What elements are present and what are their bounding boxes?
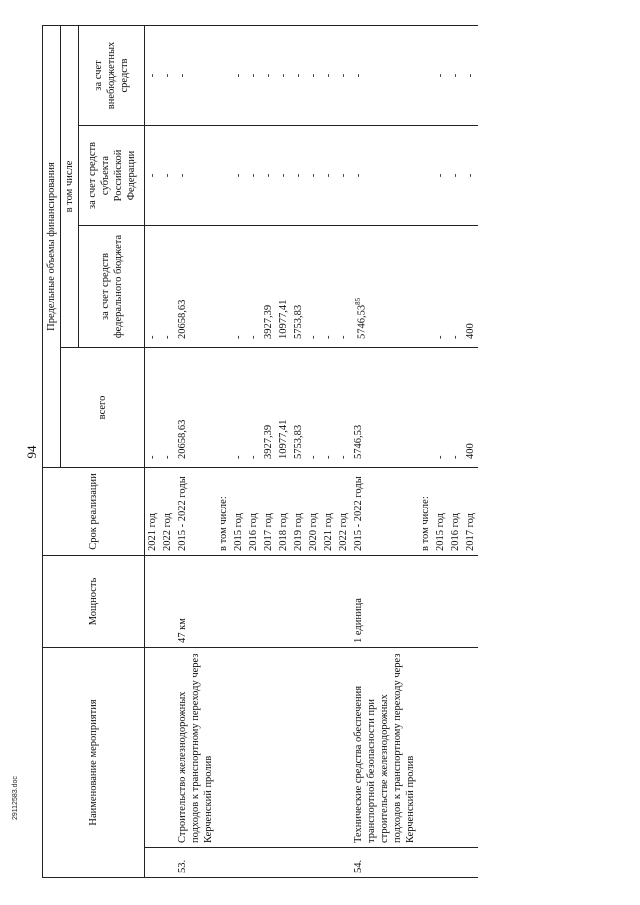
row-subject [175,125,216,225]
table-row [231,25,246,877]
row-total [160,347,175,467]
row-capacity [418,555,433,647]
row-total-text: - [450,455,461,459]
row-term [433,467,448,555]
row-total-text: 5753,83 [293,424,304,459]
row-extra-text: - [147,73,158,78]
table-row [145,25,161,877]
table-row [291,25,306,877]
row-term-text: 2018 год [278,513,289,551]
row-extra [160,25,175,125]
row-name [433,647,448,847]
table-row [463,25,478,877]
row-federal-text: - [435,335,446,339]
row-subject-text: - [293,173,304,178]
row-total-text: 20658,63 [177,419,188,459]
header-capacity: Мощность [43,555,145,647]
row-name [448,647,463,847]
row-extra [463,25,478,125]
row-subject-text: - [450,173,461,178]
row-total [351,347,418,467]
row-federal [321,225,336,347]
row-subject [261,125,276,225]
row-name [463,647,478,847]
row-total [433,347,448,467]
row-total-text: - [435,455,446,459]
row-subject-text: - [278,173,289,178]
row-name [145,647,161,847]
row-federal [246,225,261,347]
row-name [216,647,231,847]
row-total-text: - [308,455,319,459]
row-term [321,467,336,555]
row-term-text: 2021 год [147,513,158,551]
row-federal [351,225,418,347]
table-row [418,25,433,877]
row-term [351,467,418,555]
header-federal: за счет средств федерального бюджета [79,225,145,347]
row-total [321,347,336,467]
row-extra-text: - [465,73,476,78]
row-federal [306,225,321,347]
row-term [336,467,351,555]
row-subject [231,125,246,225]
row-number [145,848,161,878]
row-federal-text: 5746,53 [356,304,368,339]
row-federal-text: - [147,335,158,339]
row-term-text: 2019 год [293,513,304,551]
row-total-text: - [323,455,334,459]
row-capacity [175,555,216,647]
row-number [216,848,231,878]
row-subject [145,125,161,225]
row-extra-text: - [248,73,259,78]
row-extra-text: - [308,73,319,78]
row-name [246,647,261,847]
row-extra-text: - [353,73,364,78]
row-federal [276,225,291,347]
row-number [276,848,291,878]
row-number [160,848,175,878]
row-number-text: 54. [353,859,364,873]
row-total [231,347,246,467]
row-federal [231,225,246,347]
row-number [231,848,246,878]
table-row [448,25,463,877]
row-name [231,647,246,847]
table-row [160,25,175,877]
row-subject-text: - [177,173,188,178]
row-subject [160,125,175,225]
row-total-text: - [147,455,158,459]
row-federal-text: 10977,41 [278,299,289,339]
row-name [291,647,306,847]
row-extra-text: - [263,73,274,78]
table-row [433,25,448,877]
row-extra-text: - [338,73,349,78]
row-federal-text: - [338,335,349,339]
row-number [291,848,306,878]
row-term-text: в том числе: [218,496,229,551]
row-subject [463,125,478,225]
row-federal-text: - [450,335,461,339]
row-total-text: - [338,455,349,459]
row-term [145,467,161,555]
row-capacity [336,555,351,647]
row-number [246,848,261,878]
row-name [336,647,351,847]
row-extra-text: - [435,73,446,78]
row-total [261,347,276,467]
row-federal [175,225,216,347]
row-subject-text: - [162,173,173,178]
row-total-text: 400 [465,443,476,459]
row-extra [433,25,448,125]
row-total [246,347,261,467]
row-total [336,347,351,467]
table-row [246,25,261,877]
row-total [216,347,231,467]
row-subject-text: - [338,173,349,178]
row-name [261,647,276,847]
table-row [276,25,291,877]
footnote-mark: 85 [354,297,362,305]
row-term-text: 2022 год [338,513,349,551]
row-total-text: 3927,39 [263,424,274,459]
row-total [306,347,321,467]
row-name [306,647,321,847]
row-number [463,848,478,878]
row-number [306,848,321,878]
row-subject [418,125,433,225]
row-federal-text: 3927,39 [263,304,274,339]
row-extra [351,25,418,125]
row-term-text: в том числе: [420,496,431,551]
header-subject: за счет средств субъекта Российской Федерации [79,125,145,225]
row-subject-text: - [323,173,334,178]
row-subject-text: - [147,173,158,178]
row-term-text: 2015 - 2022 годы [177,476,188,551]
row-federal-text: 5753,83 [293,304,304,339]
row-capacity [321,555,336,647]
row-subject [433,125,448,225]
financing-table [42,25,478,878]
header-term: Срок реализации [43,467,145,555]
row-total-text: - [162,455,173,459]
row-extra-text: - [293,73,304,78]
row-extra-text: - [162,73,173,78]
row-term [306,467,321,555]
row-federal [463,225,478,347]
row-federal-text: - [323,335,334,339]
row-term [448,467,463,555]
header-name: Наименование мероприятия [43,647,145,877]
row-number [418,848,433,878]
row-number [433,848,448,878]
header-total: всего [61,347,145,467]
row-federal-text: 400 [465,323,476,339]
row-subject [306,125,321,225]
row-extra [321,25,336,125]
row-subject [321,125,336,225]
row-total-text: 5746,53 [353,424,364,459]
row-capacity [246,555,261,647]
row-capacity [448,555,463,647]
row-extra [231,25,246,125]
table-row [216,25,231,877]
row-term [418,467,433,555]
row-extra [306,25,321,125]
table-row [306,25,321,877]
row-name [160,647,175,847]
row-extra [175,25,216,125]
header-extra: за счет внебюджетных средств [79,25,145,125]
row-subject-text: - [353,173,364,178]
row-name [276,647,291,847]
row-subject-text: - [435,173,446,178]
row-number [336,848,351,878]
footer-code: 29112583.doc [12,776,19,820]
row-name [321,647,336,847]
row-capacity [291,555,306,647]
row-term [231,467,246,555]
row-total-text: - [233,455,244,459]
row-number [175,848,216,878]
row-total [276,347,291,467]
row-federal [160,225,175,347]
row-term-text: 2015 - 2022 годы [353,476,364,551]
rotated-page-content [20,12,620,892]
row-name [175,647,216,847]
row-number [351,848,418,878]
row-subject [291,125,306,225]
row-extra-text: - [177,73,188,78]
row-total [463,347,478,467]
row-federal-text: 20658,63 [177,299,188,339]
row-term [246,467,261,555]
row-number-text: 53. [177,859,188,873]
row-capacity-text: 1 единица [353,598,364,643]
row-capacity [276,555,291,647]
row-term [216,467,231,555]
row-federal-text: - [162,335,173,339]
row-extra-text: - [278,73,289,78]
row-subject [351,125,418,225]
row-term-text: 2017 год [263,513,274,551]
row-capacity [145,555,161,647]
row-term [276,467,291,555]
row-federal [216,225,231,347]
row-number [321,848,336,878]
row-extra [261,25,276,125]
row-term [261,467,276,555]
row-extra-text: - [450,73,461,78]
row-term-text: 2015 год [435,513,446,551]
row-extra [418,25,433,125]
row-term-text: 2016 год [248,513,259,551]
row-term [463,467,478,555]
row-total [145,347,161,467]
row-term [291,467,306,555]
row-extra [216,25,231,125]
row-subject [216,125,231,225]
row-subject-text: - [263,173,274,178]
row-capacity [231,555,246,647]
table-body [145,25,479,877]
row-extra [246,25,261,125]
row-term-text: 2020 год [308,513,319,551]
row-subject-text: - [233,173,244,178]
row-federal-text: - [248,335,259,339]
row-subject [276,125,291,225]
row-federal [261,225,276,347]
row-capacity [463,555,478,647]
row-subject-text: - [465,173,476,178]
row-extra-text: - [323,73,334,78]
row-federal-text: - [308,335,319,339]
row-capacity [160,555,175,647]
row-total-text: 10977,41 [278,419,289,459]
row-capacity [306,555,321,647]
row-term-text: 2021 год [323,513,334,551]
table-row [351,25,418,877]
row-term-text: 2022 год [162,513,173,551]
row-name [351,647,418,847]
row-total-text: - [248,455,259,459]
row-subject [246,125,261,225]
table-row [321,25,336,877]
row-capacity [433,555,448,647]
row-term [160,467,175,555]
row-federal [433,225,448,347]
row-extra [291,25,306,125]
row-name-text: Строительство железнодорожных подходов к транспортному переходу через Керченский пролив [177,653,214,843]
row-term [175,467,216,555]
table-row [336,25,351,877]
row-extra [145,25,161,125]
row-capacity [216,555,231,647]
row-total [175,347,216,467]
row-federal [336,225,351,347]
row-federal [448,225,463,347]
table-row [261,25,276,877]
header-limits: Предельные объемы финансирования [43,25,61,467]
row-capacity [351,555,418,647]
row-capacity-text: 47 км [177,618,188,643]
page-number: 94 [24,445,39,459]
row-extra-text: - [233,73,244,78]
row-total [291,347,306,467]
row-capacity [261,555,276,647]
row-term-text: 2016 год [450,513,461,551]
row-term-text: 2015 год [233,513,244,551]
row-federal [418,225,433,347]
row-federal [145,225,161,347]
row-subject [336,125,351,225]
row-number [261,848,276,878]
row-number [448,848,463,878]
row-federal [291,225,306,347]
row-subject-text: - [248,173,259,178]
row-extra [448,25,463,125]
row-term-text: 2017 год [465,513,476,551]
row-name [418,647,433,847]
header-in-that-number: в том числе [61,25,79,347]
row-subject-text: - [308,173,319,178]
row-total [418,347,433,467]
row-total [448,347,463,467]
row-extra [336,25,351,125]
row-federal-text: - [233,335,244,339]
table-row [175,25,216,877]
row-name-text: Технические средства обеспечения транспортной безопасности при строительстве железнодорожных подходов к транспортному переходу через Керченский пролив [353,653,416,843]
row-extra [276,25,291,125]
row-subject [448,125,463,225]
